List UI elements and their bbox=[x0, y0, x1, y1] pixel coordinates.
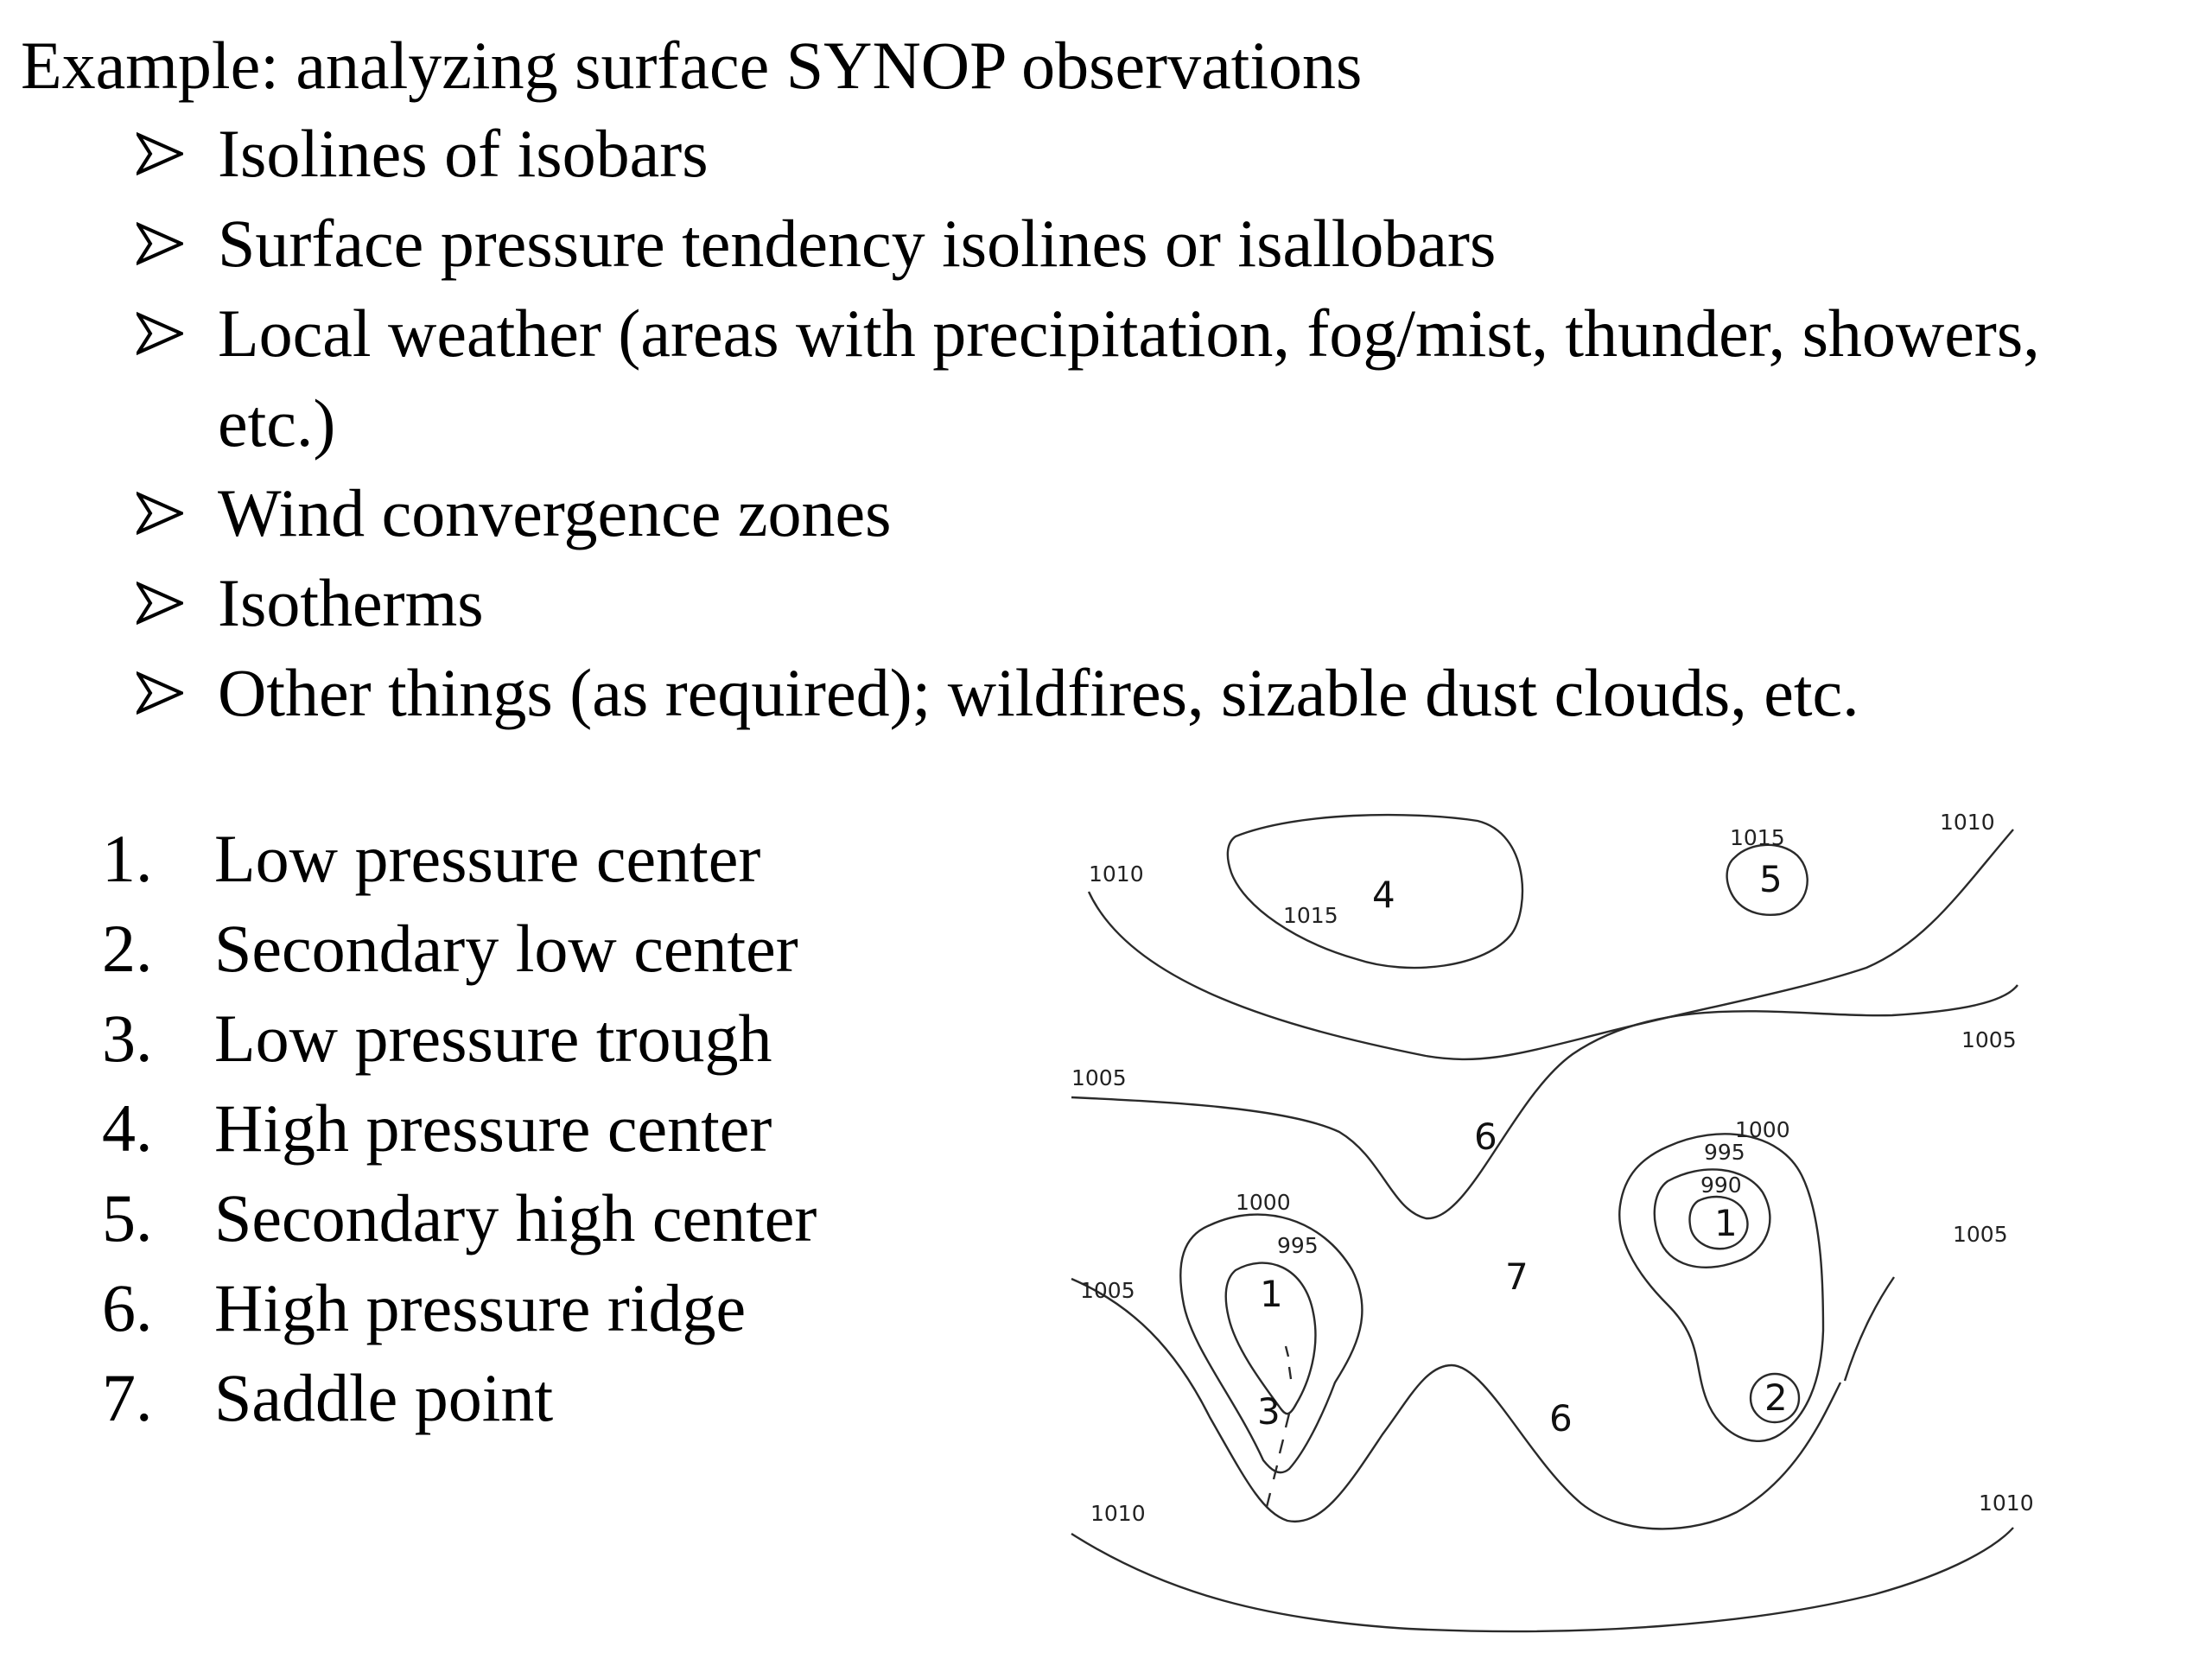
bullet-item bbox=[137, 648, 2124, 738]
arrow-bullet-icon bbox=[137, 581, 183, 626]
isobar-1000-west bbox=[1180, 1215, 1362, 1473]
isobar-map bbox=[1063, 795, 2056, 1642]
bullet-item bbox=[137, 468, 2124, 558]
bullet-text: Other things (as required); wildfires, sizable dust clouds, etc. bbox=[218, 655, 1859, 730]
feature-marker: 6 bbox=[1549, 1397, 1573, 1440]
feature-marker: 7 bbox=[1505, 1255, 1529, 1298]
bullet-text: Wind convergence zones bbox=[218, 475, 892, 550]
feature-marker: 3 bbox=[1257, 1390, 1281, 1433]
legend-item bbox=[102, 1084, 817, 1173]
legend-label: Saddle point bbox=[214, 1360, 554, 1435]
isobar-1005-north bbox=[1071, 985, 2018, 1218]
bullet-text: Surface pressure tendency isolines or isallobars bbox=[218, 206, 1497, 281]
feature-legend-list bbox=[102, 814, 817, 1443]
isobar-label: 1010 bbox=[1979, 1491, 2034, 1516]
legend-item bbox=[102, 904, 817, 994]
isobar-1010-south bbox=[1071, 1528, 2013, 1631]
feature-marker: 6 bbox=[1474, 1116, 1497, 1158]
isobar-label: 990 bbox=[1700, 1173, 1742, 1198]
legend-number: 4. bbox=[102, 1090, 153, 1166]
isobar-label: 995 bbox=[1277, 1233, 1319, 1258]
isobar-label: 1010 bbox=[1090, 1501, 1146, 1526]
feature-marker: 4 bbox=[1372, 874, 1395, 916]
arrow-bullet-icon bbox=[137, 311, 183, 356]
isobar-label: 1010 bbox=[1940, 810, 1995, 835]
legend-label: Low pressure center bbox=[214, 821, 761, 896]
bullet-item bbox=[137, 289, 2124, 468]
legend-number: 5. bbox=[102, 1180, 153, 1255]
trough-line-segment bbox=[1286, 1346, 1288, 1357]
isobar-label: 1010 bbox=[1089, 861, 1144, 887]
slide-heading: Example: analyzing surface SYNOP observations bbox=[21, 28, 1363, 103]
legend-item bbox=[102, 1353, 817, 1443]
isobar-label: 1000 bbox=[1236, 1190, 1291, 1215]
isobar-label: 1005 bbox=[1071, 1065, 1127, 1090]
legend-label: Secondary high center bbox=[214, 1180, 817, 1255]
isobar-label: 1005 bbox=[1961, 1027, 2017, 1052]
bullet-item bbox=[137, 199, 2124, 289]
trough-line-segment bbox=[1289, 1367, 1291, 1379]
arrow-bullet-icon bbox=[137, 671, 183, 715]
feature-marker: 1 bbox=[1714, 1202, 1738, 1244]
bullet-item bbox=[137, 558, 2124, 648]
legend-item bbox=[102, 1173, 817, 1263]
legend-item bbox=[102, 1263, 817, 1353]
feature-marker: 1 bbox=[1260, 1273, 1283, 1315]
isobar-1010-north bbox=[1089, 830, 2013, 1059]
legend-label: Secondary low center bbox=[214, 911, 798, 986]
trough-line-segment bbox=[1267, 1493, 1270, 1507]
bullet-text: Isotherms bbox=[218, 565, 484, 640]
feature-marker: 2 bbox=[1764, 1376, 1788, 1419]
arrow-bullet-icon bbox=[137, 221, 183, 266]
isobar-label: 1000 bbox=[1735, 1117, 1790, 1142]
legend-label: Low pressure trough bbox=[214, 1001, 772, 1076]
isobar-label: 1005 bbox=[1080, 1278, 1135, 1303]
isobar-label: 1015 bbox=[1730, 825, 1785, 850]
bullet-text: Local weather (areas with precipitation, fog/mist, thunder, showers, etc.) bbox=[218, 296, 2040, 461]
legend-item bbox=[102, 814, 817, 904]
bullet-item bbox=[137, 109, 2124, 199]
isobar-label: 1015 bbox=[1283, 903, 1338, 928]
legend-number: 7. bbox=[102, 1360, 153, 1435]
isobar-1005-east-fragment bbox=[1845, 1277, 1894, 1381]
bullet-text: Isolines of isobars bbox=[218, 116, 709, 191]
arrow-bullet-icon bbox=[137, 491, 183, 536]
legend-number: 3. bbox=[102, 1001, 153, 1076]
legend-label: High pressure center bbox=[214, 1090, 772, 1166]
legend-number: 2. bbox=[102, 911, 153, 986]
legend-item bbox=[102, 994, 817, 1084]
feature-marker: 5 bbox=[1759, 858, 1783, 900]
trough-line-segment bbox=[1286, 1414, 1289, 1427]
analysis-bullet-list bbox=[137, 109, 2124, 738]
isobar-label: 995 bbox=[1704, 1140, 1745, 1165]
trough-line-segment bbox=[1280, 1440, 1283, 1453]
legend-number: 1. bbox=[102, 821, 153, 896]
arrow-bullet-icon bbox=[137, 131, 183, 176]
isobar-label: 1005 bbox=[1953, 1222, 2008, 1247]
legend-label: High pressure ridge bbox=[214, 1270, 747, 1345]
legend-number: 6. bbox=[102, 1270, 153, 1345]
